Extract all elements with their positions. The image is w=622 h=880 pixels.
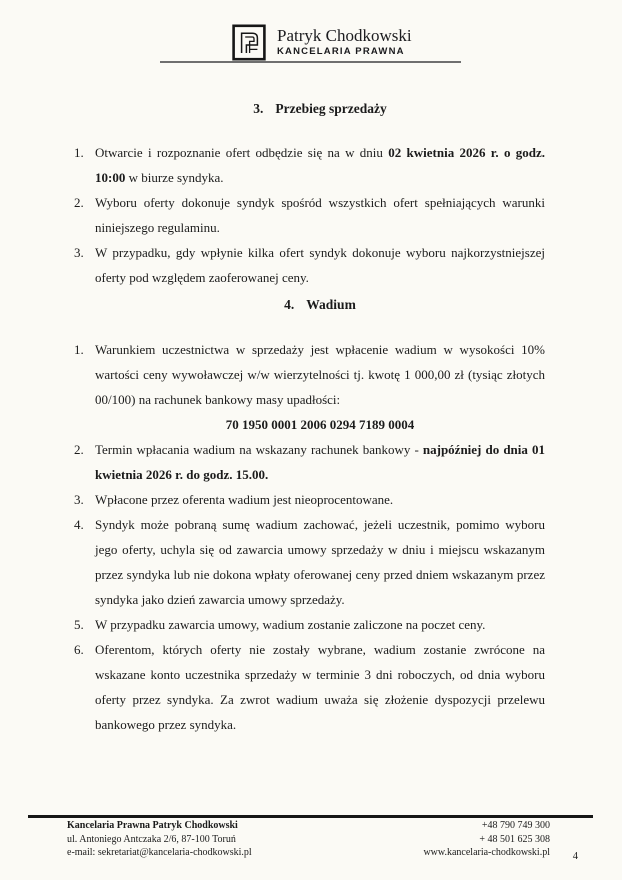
text-run: Syndyk może pobraną sumę wadium zachować, jeżeli uczestnik, pomimo wyboru jego oferty, uchyla się od zawarcia umowy sprzedaży w dniu i miejscu wskazanym przez syndyka lub nie dokona wpłaty oferowanej ceny przed dniem wskazanym przez syndyka jako dzień zawarcia umowy sprzedaży. <box>95 517 545 607</box>
footer <box>67 819 550 860</box>
section-number: 4. <box>284 297 295 312</box>
list-item <box>74 487 545 512</box>
list-item-number: 5. <box>74 617 84 632</box>
header-divider <box>160 61 461 63</box>
text-run: Otwarcie i rozpoznanie ofert odbędzie się na w dniu <box>95 145 389 160</box>
pch-monogram-icon <box>232 24 266 61</box>
list-item-number: 2. <box>74 442 84 457</box>
list-item <box>74 612 545 637</box>
list-item <box>74 637 545 737</box>
bank-account-number: 70 1950 0001 2006 0294 7189 0004 <box>225 417 415 432</box>
bold-text-run: najpóźniej do dnia 01 kwietnia 2026 r. do godz. 15.00. <box>95 442 545 482</box>
list-item <box>74 240 545 290</box>
footer-contact-block <box>67 819 252 860</box>
text-run: Wpłacone przez oferenta wadium jest nieoprocentowane. <box>95 492 394 507</box>
list-item-number: 4. <box>74 517 84 532</box>
list-item <box>74 337 545 412</box>
text-run: W przypadku zawarcia umowy, wadium zostanie zaliczone na poczet ceny. <box>95 617 486 632</box>
footer-phone-1: +48 790 749 300 <box>481 820 550 831</box>
footer-phone-2: + 48 501 625 308 <box>479 833 550 845</box>
list-item-number: 6. <box>74 642 84 657</box>
footer-email: e-mail: sekretariat@kancelaria-chodkowski.pl <box>67 847 252 858</box>
footer-divider <box>28 815 593 818</box>
list-item-number: 1. <box>74 145 84 160</box>
numbered-list-deposit <box>74 337 545 737</box>
letterhead <box>0 0 622 64</box>
footer-phone-block <box>423 819 550 860</box>
list-item-number: 1. <box>74 342 84 357</box>
section-heading-4 <box>95 292 545 317</box>
bold-text-run: 02 kwietnia 2026 r. o godz. 10:00 <box>95 145 546 185</box>
list-item <box>74 140 546 190</box>
brand-subtitle: KANCELARIA PRAWNA <box>277 46 405 57</box>
section-title: Wadium <box>306 297 356 312</box>
text-run: Termin wpłacania wadium na wskazany rachunek bankowy - <box>95 442 423 457</box>
list-item-number: 3. <box>74 492 84 507</box>
list-item <box>74 512 545 612</box>
list-item-number: 2. <box>74 195 84 210</box>
list-item <box>74 190 545 240</box>
footer-firm-name: Kancelaria Prawna Patryk Chodkowski <box>67 820 238 831</box>
text-run: Warunkiem uczestnictwa w sprzedaży jest wpłacenie wadium w wysokości 10% wartości ceny wywoławczej w/w wierzytelności tj. kwotę 1 000,00 zł (tysiąc złotych 00/100) na rachunek bankowy masy upadłości: <box>95 342 545 407</box>
document-body <box>74 64 546 737</box>
page-number: 4 <box>572 851 578 862</box>
text-run: Oferentom, których oferty nie zostały wybrane, wadium zostanie zwrócone na wskazane konto uczestnika sprzedaży w terminie 3 dni roboczych, od dnia wyboru oferty przez syndyka. Za zwrot wadium uważa się złożenie dyspozycji przelewu bankowego przez syndyka. <box>95 642 545 732</box>
text-run: W przypadku, gdy wpłynie kilka ofert syndyk dokonuje wyboru najkorzystniejszej oferty pod względem zaoferowanej ceny. <box>95 245 545 285</box>
section-number: 3. <box>253 101 264 116</box>
numbered-list-sale-process <box>74 140 546 290</box>
text-run: Wyboru oferty dokonuje syndyk spośród wszystkich ofert spełniających warunki niniejszego regulaminu. <box>95 195 545 235</box>
text-run: w biurze syndyka. <box>125 170 224 185</box>
brand-name: Patryk Chodkowski <box>277 26 412 45</box>
list-item-number: 3. <box>74 245 84 260</box>
footer-address: ul. Antoniego Antczaka 2/6, 87-100 Toruń <box>67 833 236 845</box>
section-title: Przebieg sprzedaży <box>275 101 387 116</box>
footer-website: www.kancelaria-chodkowski.pl <box>423 847 550 858</box>
section-heading-3 <box>95 96 545 121</box>
brand-block <box>277 26 412 57</box>
list-item <box>74 437 545 487</box>
